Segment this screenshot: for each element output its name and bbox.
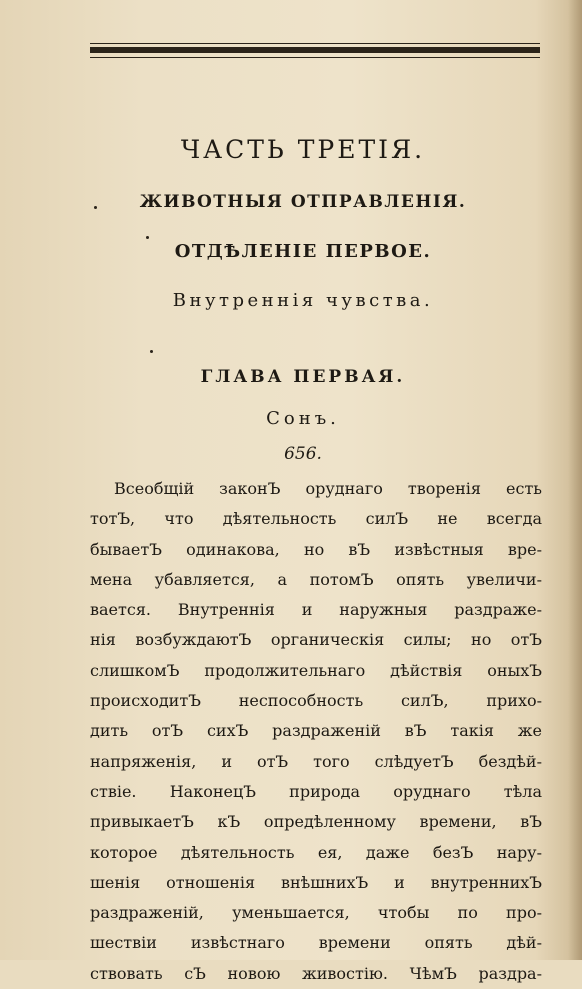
- paragraph-number: 656.: [284, 444, 322, 464]
- department-heading: ОТДѢЛЕНІЕ ПЕРВОЕ.: [174, 241, 432, 262]
- text-line: раздраженій, уменьшается, чтобы по про-: [90, 903, 542, 923]
- text-line: Всеобщій законЪ оруднаго творенія есть: [114, 479, 542, 498]
- text-line: ствовать сЪ новою живостію. ЧѣмЪ раздра-: [90, 963, 542, 983]
- text-line: слишкомЪ продолжительнаго дѣйствія оныхЪ: [90, 660, 542, 680]
- text-line: бываетЪ одинакова, но вЪ извѣстныя вре-: [90, 539, 542, 559]
- print-speck: [146, 236, 149, 239]
- text-line: напряженія, и отЪ того слѣдуетЪ бездѣй-: [90, 751, 542, 771]
- text-line: тотЪ, что дѣятельность силЪ не всегда: [90, 509, 542, 529]
- chapter-title: Сонъ.: [266, 408, 340, 429]
- text-line: мена убавляется, а потомЪ опять увеличи-: [90, 569, 542, 589]
- top-rule-thin-lower: [90, 57, 540, 58]
- top-rule-thick: [90, 47, 540, 53]
- chapter-heading: ГЛАВА ПЕРВАЯ.: [200, 367, 406, 387]
- text-line: происходитЪ неспособность силЪ, прихо-: [90, 691, 542, 711]
- text-line: шествіи извѣстнаго времени опять дѣй-: [90, 933, 542, 953]
- top-rule-thin: [90, 43, 540, 44]
- print-speck: [150, 350, 153, 353]
- text-line: вается. Внутреннія и наружныя раздраже-: [90, 600, 542, 620]
- text-line: шенія отношенія внѣшнихЪ и внутреннихЪ: [90, 872, 542, 892]
- body-text: [90, 474, 542, 989]
- section-heading: ЖИВОТНЫЯ ОТПРАВЛЕНІЯ.: [139, 192, 467, 212]
- part-heading: ЧАСТЬ ТРЕТІЯ.: [180, 135, 426, 164]
- text-line: нія возбуждаютЪ органическія силы; но отЪ: [90, 630, 542, 650]
- text-line: дить отЪ сихЪ раздраженій вЪ такія же: [90, 721, 542, 741]
- text-line: привыкаетЪ кЪ опредѣленному времени, вЪ: [90, 812, 542, 832]
- text-line: ствіе. НаконецЪ природа оруднаго тѣла: [90, 781, 542, 801]
- page-edge-shadow: [568, 0, 582, 960]
- subsection-heading: Внутреннія чувства.: [172, 290, 434, 311]
- text-line: которое дѣятельность ея, даже безЪ нару-: [90, 842, 542, 862]
